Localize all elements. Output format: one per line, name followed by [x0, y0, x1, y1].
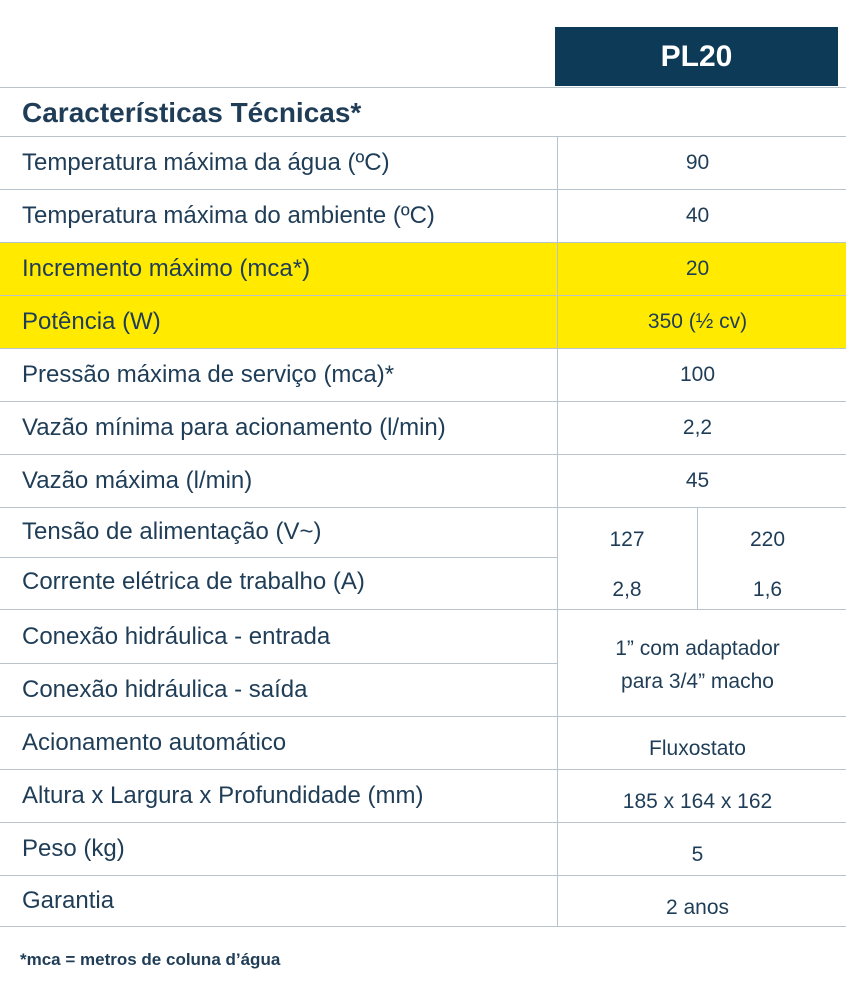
row-value: 350 (½ cv): [647, 310, 748, 333]
table-row: [0, 349, 846, 401]
connection-value: [557, 615, 838, 715]
row-label: Peso (kg): [22, 835, 125, 862]
table-row: [0, 558, 846, 610]
row-label: Corrente elétrica de trabalho (A): [22, 568, 365, 595]
row-label: Altura x Largura x Profundidade (mm): [22, 782, 424, 809]
row-value: 100: [679, 363, 716, 386]
connection-value-line2: para 3/4” macho: [621, 670, 774, 693]
footnote: *mca = metros de coluna d’água: [20, 950, 281, 969]
table-row: [0, 455, 846, 507]
row-value: 2,2: [682, 416, 713, 439]
row-label: Vazão máxima (l/min): [22, 467, 253, 494]
row-value: 20: [685, 257, 710, 280]
column-divider: [557, 137, 558, 926]
table-row: [0, 137, 846, 189]
table-row: [0, 190, 846, 242]
row-value: 90: [685, 151, 710, 174]
row-label: Conexão hidráulica - entrada: [22, 622, 331, 650]
row-label: Vazão mínima para acionamento (l/min): [22, 414, 446, 441]
row-label: Acionamento automático: [22, 729, 287, 756]
row-value: 5: [691, 843, 704, 866]
table-row: [0, 770, 846, 822]
row-value: 40: [685, 204, 710, 227]
row-value-220v: 220: [749, 528, 786, 551]
section-title: Características Técnicas*: [22, 96, 362, 128]
row-label: Conexão hidráulica - saída: [22, 676, 308, 703]
row-label: Pressão máxima de serviço (mca)*: [22, 361, 395, 388]
table-row: [0, 823, 846, 875]
row-value-220v: 1,6: [752, 578, 783, 601]
table-row: [0, 508, 846, 560]
row-label: Potência (W): [22, 308, 161, 335]
divider: [0, 87, 846, 88]
table-row: [0, 876, 846, 926]
divider: [0, 926, 846, 927]
table-row: [0, 717, 846, 769]
column-divider: [697, 508, 698, 609]
row-label: Temperatura máxima do ambiente (ºC): [22, 202, 435, 229]
row-value: 45: [685, 469, 710, 492]
row-value: 185 x 164 x 162: [622, 790, 773, 813]
table-row-highlighted: [0, 296, 846, 348]
row-label: Temperatura máxima da água (ºC): [22, 149, 390, 176]
row-label: Tensão de alimentação (V~): [22, 518, 322, 545]
row-value-127v: 2,8: [612, 578, 642, 601]
table-row: [0, 402, 846, 454]
row-label: Incremento máximo (mca*): [22, 255, 311, 282]
connection-value-line1: 1” com adaptador: [615, 637, 780, 660]
row-value-127v: 127: [609, 528, 645, 551]
table-row-highlighted: [0, 243, 846, 295]
row-value: Fluxostato: [649, 737, 746, 760]
model-header: PL20: [555, 27, 838, 86]
row-label: Garantia: [22, 887, 115, 914]
row-value: 2 anos: [665, 896, 730, 919]
